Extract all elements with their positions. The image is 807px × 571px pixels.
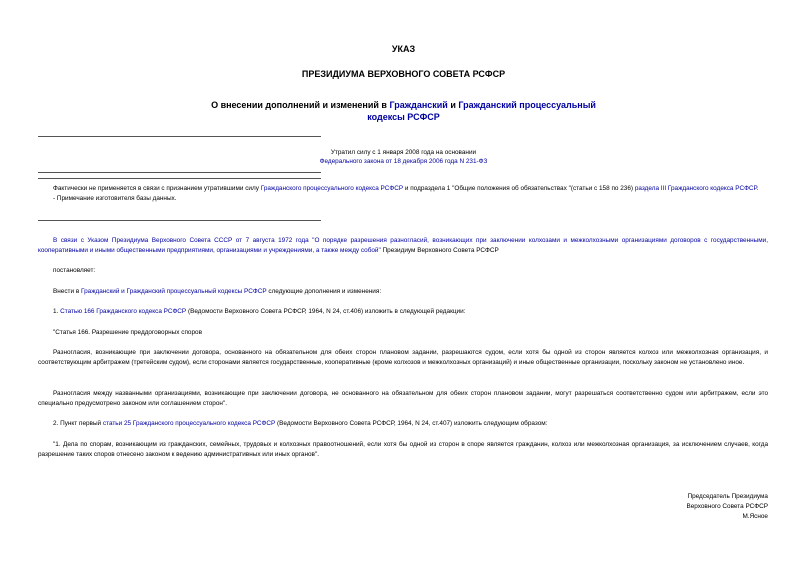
- civil-code-link[interactable]: Гражданский: [389, 100, 448, 110]
- divider: [38, 136, 321, 137]
- divider: [38, 172, 321, 173]
- repeal-note-text: Утратил силу с 1 января 2008 года на основании: [330, 149, 477, 156]
- gk-section-link[interactable]: раздела III Гражданского кодекса РСФСР: [634, 185, 757, 192]
- preamble: [38, 236, 768, 255]
- signature-body: Верховного Совета РСФСР: [686, 503, 768, 510]
- signature-position: Председатель Президиума: [687, 493, 768, 500]
- amend-intro-end: следующие дополнения и изменения:: [266, 288, 382, 295]
- article-166-heading: "Статья 166. Разрешение преддоговорных споров: [53, 329, 202, 336]
- gpk-link[interactable]: Гражданского процессуального кодекса РСФСР: [260, 185, 404, 192]
- item-1-text: (Ведомости Верховного Совета РСФСР, 1964, N 24, ст.406) изложить в следующей редакции:: [186, 308, 466, 315]
- resolves: постановляет:: [53, 267, 96, 274]
- preamble-end: Президиум Верховного Совета РСФСР: [380, 246, 499, 254]
- amend-intro-text: Внести в: [53, 288, 81, 295]
- doc-title: УКАЗ: [391, 44, 416, 54]
- subject-and: и: [447, 100, 459, 110]
- repeal-note: [200, 148, 607, 166]
- item-2-text: 2. Пункт первый: [53, 420, 103, 427]
- divider: [38, 220, 321, 221]
- application-note: [38, 184, 768, 203]
- article-25-link[interactable]: статьи 25 Гражданского процессуального кодекса РСФСР: [102, 420, 276, 427]
- divider: [38, 178, 321, 179]
- application-note-end: .: [756, 185, 759, 192]
- application-note-mid: и подраздела 1 "Общие положения об обязательствах "(статьи с 158 по 236): [403, 185, 635, 192]
- item-2-end: (Ведомости Верховного Совета РСФСР, 1964, N 24, ст.407) изложить следующим образом:: [275, 420, 548, 427]
- item-1: [38, 307, 768, 317]
- article-166-link[interactable]: Статью 166 Гражданского кодекса РСФСР: [60, 308, 187, 315]
- doc-issuer: ПРЕЗИДИУМА ВЕРХОВНОГО СОВЕТА РСФСР: [301, 69, 506, 79]
- amend-intro: [38, 287, 768, 297]
- codes-link[interactable]: Гражданский и Гражданский процессуальный кодексы РСФСР: [80, 288, 267, 295]
- federal-law-link[interactable]: Федерального закона от 18 декабря 2006 года N 231-ФЗ: [319, 158, 488, 165]
- doc-subject: [200, 99, 607, 123]
- civil-procedure-code-link[interactable]: Гражданский процессуальный кодексы РСФСР: [367, 100, 596, 122]
- signature-block: [568, 492, 768, 522]
- article-166-para-1: Разногласия, возникающие при заключении договора, основанного на обязательном для обеих сторон плановом задании, разрешаются судом, если хотя бы одной из сторон является колхоз или межколхозная организация, и соответствующим арбитражем (третейским судом), если сторонами является государственные, кооперативные (кроме колхозов и межколхозных организаций) и иные общественные организации, поскольку законом не установлено иное.: [38, 349, 768, 366]
- signature-name: М.Ясное: [742, 513, 768, 520]
- article-25-text: "1. Дела по спорам, возникающим из гражданских, семейных, трудовых и колхозных правоотношений, если хотя бы одной из сторон в споре является гражданин, колхоз или межколхозная организация, за исключением случаев, когда разрешение таких споров отнесено законом к ведению административных или иных органов".: [38, 441, 768, 458]
- application-note-text: Фактически не применяется в связи с признанием утратившими силу: [53, 185, 261, 192]
- item-2: [38, 419, 768, 429]
- ussr-decree-link[interactable]: В связи с Указом Президиума Верховного Совета СССР от 7 августа 1972 года "О порядке разрешения разногласий, возникающих при заключении колхозами и межколхозными организациями договоров с государственными, кооперативными и иными общественными предприятиями, организациями и учреждениями, а также между собой": [38, 237, 768, 254]
- editor-remark: - Примечание изготовителя базы данных.: [53, 194, 177, 202]
- subject-text: О внесении дополнений и изменений в: [211, 100, 390, 110]
- item-1-number: 1.: [53, 308, 61, 315]
- article-166-para-2: Разногласия между названными организациями, возникающие при заключении договора, не основанного на обязательном для обеих сторон плановом задании, могут разрешаться соответственно судом или арбитражем, если это специально предусмотрено законом или соглашением сторон".: [38, 390, 768, 407]
